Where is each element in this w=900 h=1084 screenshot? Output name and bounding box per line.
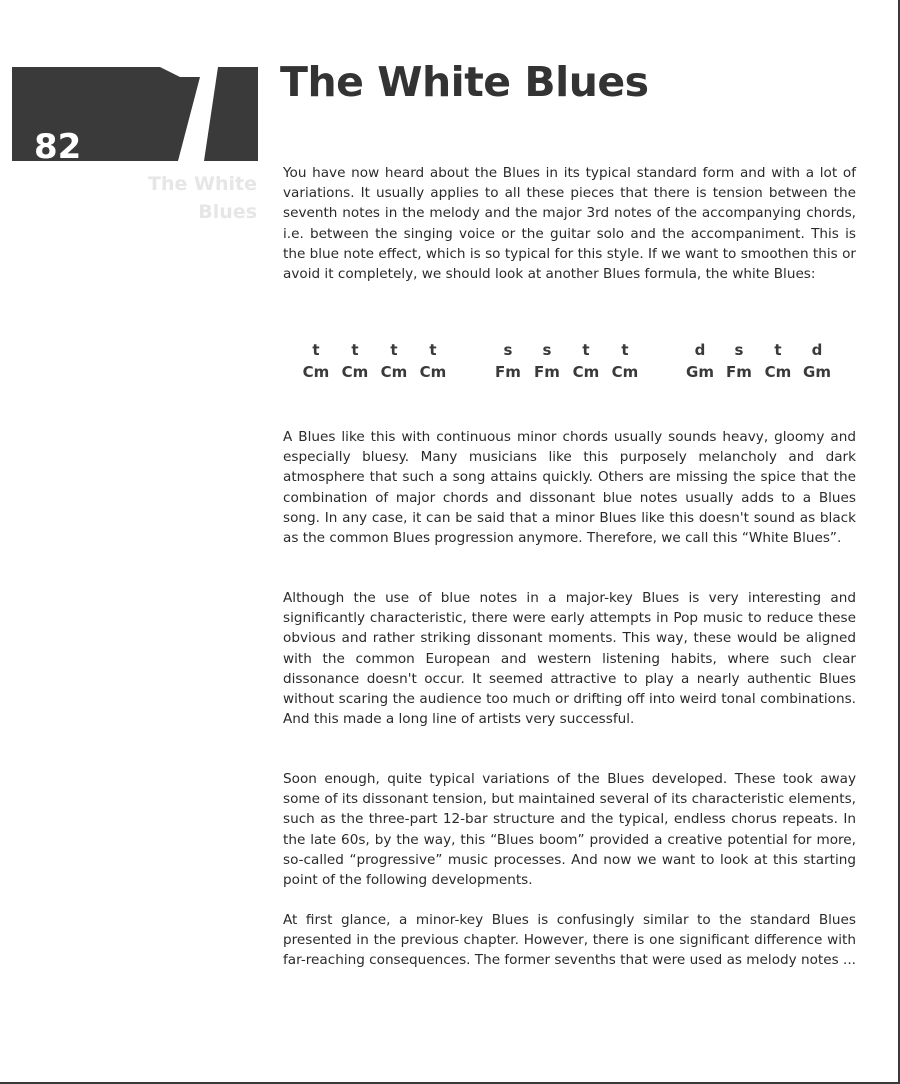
side-title-line-1: The White [148, 173, 257, 195]
chord-name: Fm [534, 363, 560, 381]
chord-bar [374, 340, 414, 382]
chord-bar [758, 340, 798, 382]
chord-function: t [390, 341, 398, 359]
chord-name: Cm [341, 363, 369, 381]
chord-function: d [811, 341, 823, 359]
chord-function: t [351, 341, 359, 359]
chord-name: Cm [611, 363, 639, 381]
chord-bar [797, 340, 837, 382]
chord-name: Cm [419, 363, 447, 381]
paragraph-2: A Blues like this with continuous minor chords usually sounds heavy, gloomy and especially bluesy. Many musicians like this purposely melancholy and dark atmosphere that such a song attains quickly. Others are missing the spice that the combination of major chords and dissonant blue notes usually adds to a Blues song. In any case, it can be said that a minor Blues like this doesn't sound as black as the common Blues progression anymore. Therefore, we call this “White Blues”. [283, 429, 856, 547]
chord-name: Fm [726, 363, 752, 381]
chord-function: t [582, 341, 590, 359]
chord-bar [488, 340, 528, 382]
chord-bar [413, 340, 453, 382]
chord-progression [296, 340, 856, 390]
page-number: 82 [34, 127, 82, 167]
chord-function: t [429, 341, 437, 359]
chord-name: Cm [380, 363, 408, 381]
chord-bar [335, 340, 375, 382]
chord-name: Cm [572, 363, 600, 381]
chord-function: s [542, 341, 552, 359]
chord-function: t [774, 341, 782, 359]
chord-bar [719, 340, 759, 382]
chapter-number-seven [204, 67, 258, 161]
chord-bar [527, 340, 567, 382]
side-chapter-title [97, 170, 257, 226]
paragraph-5: At first glance, a minor-key Blues is confusingly similar to the standard Blues presented in the previous chapter. However, there is one significant difference with far-reaching consequences. The former sevenths that were used as melody notes ... [283, 912, 856, 969]
paragraph-4: Soon enough, quite typical variations of the Blues developed. These took away some of its dissonant tension, but maintained several of its characteristic elements, such as the three-part 12-bar structure and the typical, endless chorus repeats. In the late 60s, by the way, this “Blues boom” provided a creative potential for more, so-called “progressive” music processes. And now we want to look at this starting point of the following developments. [283, 771, 856, 889]
chapter-header-block [12, 65, 262, 165]
intro-paragraph: You have now heard about the Blues in its typical standard form and with a lot of variations. It usually applies to all these pieces that there is tension between the seventh notes in the melody and the major 3rd notes of the accompanying chords, i.e. between the singing voice or the guitar solo and the accompaniment. This is the blue note effect, which is so typical for this style. If we want to smoothen this or avoid it completely, we should look at another Blues formula, the white Blues: [283, 165, 856, 283]
chapter-title: The White Blues [280, 58, 649, 106]
chord-bar [680, 340, 720, 382]
chord-bar [296, 340, 336, 382]
chord-name: Cm [302, 363, 330, 381]
chord-function: t [312, 341, 320, 359]
chord-bar [605, 340, 645, 382]
paragraph-3: Although the use of blue notes in a major-key Blues is very interesting and significantly characteristic, there were early attempts in Pop music to reduce these obvious and rather striking dissonant moments. This way, these would be aligned with the common European and western listening habits, where such clear dissonance doesn't occur. It seemed attractive to play a nearly authentic Blues without scaring the audience too much or drifting off into weird tonal combinations. And this made a long line of artists very successful. [283, 590, 856, 728]
chord-function: s [734, 341, 744, 359]
chord-function: s [503, 341, 513, 359]
chord-name: Gm [803, 363, 831, 381]
chord-function: d [694, 341, 706, 359]
side-title-line-2: Blues [198, 201, 257, 223]
chord-name: Fm [495, 363, 521, 381]
chord-name: Cm [764, 363, 792, 381]
chord-name: Gm [686, 363, 714, 381]
chord-function: t [621, 341, 629, 359]
chord-bar [566, 340, 606, 382]
